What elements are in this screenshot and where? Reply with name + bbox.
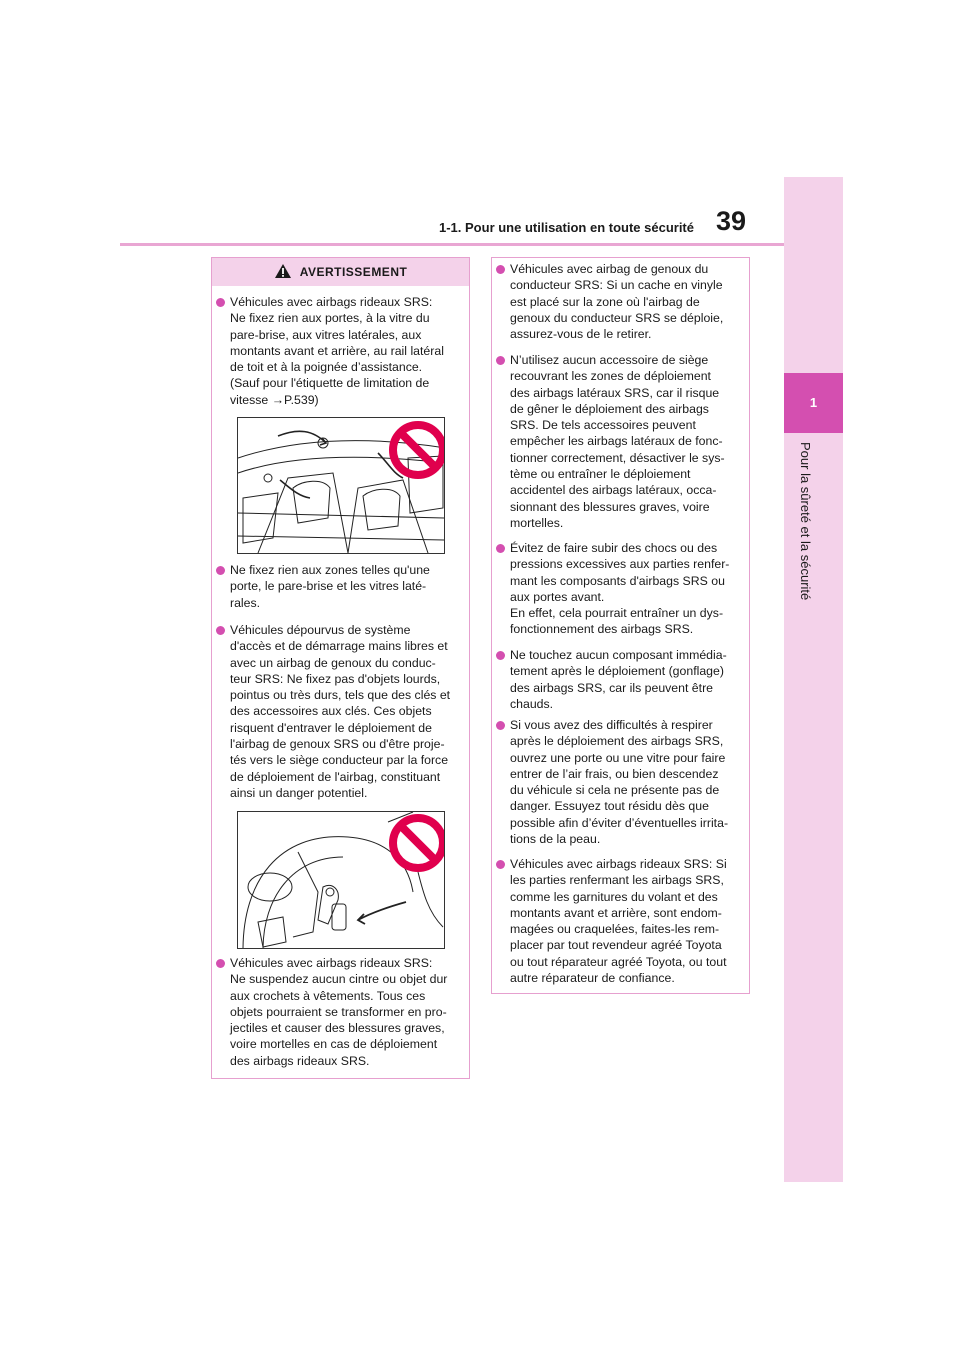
bullet-icon — [216, 566, 225, 575]
bullet-icon — [496, 356, 505, 365]
list-item: N’utilisez aucun accessoire de siège recouvrant les zones de déploiement des airbags latéraux SRS, car il risque de gêner le déploiement des airbags SRS. De tels accessoires peuvent empêcher les airbags latéraux de fonc- tionner correctement, désactiver le sys- tème ou entraîner le déploiement accidentel des airbags latéraux, occa- sionnant des blessures graves, voire mortelles. — [496, 352, 742, 531]
list-item: Véhicules avec airbag de genoux du conducteur SRS: Si un cache en vinyle est placé sur la zone où l'airbag de genoux du conducteur SRS se déploie, assurez-vous de le retirer. — [496, 261, 742, 342]
warning-triangle-icon — [274, 263, 292, 282]
list-item: Véhicules dépourvus de système d'accès et de démarrage mains libres et avec un airbag de genoux du conduc- teur SRS: Ne fixez pas d'objets lourds, pointus ou très durs, tels que des clés et des accessoires aux clés. Ces objets risquent d'entraver le déploiement de l'airbag de genoux SRS ou d'être proje- tés vers le siège conducteur par la force de déploiement de l'airbag, constituant ainsi un danger potentiel. — [216, 622, 462, 801]
side-tab-label: Pour la sûreté et la sécurité — [798, 442, 813, 601]
warning-title: AVERTISSEMENT — [299, 265, 408, 279]
warning-box-left — [211, 257, 470, 1079]
bullet-icon — [496, 721, 505, 730]
bullet-icon — [496, 860, 505, 869]
list-item: Véhicules avec airbags rideaux SRS: Ne suspendez aucun cintre ou objet dur aux crochets à vêtements. Tous ces objets pourraient se transformer en pro- jectiles et causer des blessures graves, voire mortelles en cas de déploiement des airbags rideaux SRS. — [216, 955, 462, 1069]
side-tab — [784, 177, 843, 1182]
prohibition-icon — [393, 818, 443, 868]
bullet-icon — [496, 651, 505, 660]
warning-box-right — [491, 257, 750, 994]
prohibition-icon — [393, 425, 443, 475]
bullet-icon — [496, 544, 505, 553]
warning-header — [212, 258, 469, 286]
side-tab-number[interactable]: 1 — [784, 373, 843, 433]
steering-wheel-keys-illustration — [237, 811, 445, 949]
list-item: Si vous avez des difficultés à respirer après le déploiement des airbags SRS, ouvrez une porte ou une vitre pour faire entrer de l’air frais, ou bien descendez du véhicule si cela ne présente pas de danger. Essuyez tout résidu dès que possible afin d’éviter d’éventuelles irrita- tions de la peau. — [496, 717, 742, 847]
list-item: Ne fixez rien aux zones telles qu'une porte, le pare-brise et les vitres laté- rales. — [216, 562, 462, 611]
bullet-icon — [216, 959, 225, 968]
section-title: 1-1. Pour une utilisation en toute sécurité — [439, 220, 694, 235]
list-item: Véhicules avec airbags rideaux SRS: Si les parties renfermant les airbags SRS, comme les garnitures du volant et des montants avant et arrière, sont endom- magées ou craquelées, faites-les rem- placer par tout revendeur agréé Toyota ou tout réparateur agréé Toyota, ou tout autre réparateur de confiance. — [496, 856, 742, 986]
bullet-icon — [216, 298, 225, 307]
list-item: Véhicules avec airbags rideaux SRS: Ne fixez rien aux portes, à la vitre du pare-brise, aux vitres latérales, aux montants avant et arrière, au rail latéral de toit et à la poignée d’assistance. (Sauf pour l'étiquette de limitation de vitesse →P.539) — [216, 294, 462, 408]
bullet-icon — [496, 265, 505, 274]
bullet-icon — [216, 626, 225, 635]
page-number: 39 — [716, 206, 747, 236]
list-item: Ne touchez aucun composant immédia- tement après le déploiement (gonflage) des airbags SRS, car ils peuvent être chauds. — [496, 647, 742, 712]
header-rule — [120, 243, 784, 246]
list-item: Évitez de faire subir des chocs ou des pressions excessives aux parties renfer- mant les composants d'airbags SRS ou aux portes avant. En effet, cela pourrait entraîner un dys- fonctionnement des airbags SRS. — [496, 540, 742, 638]
car-interior-illustration — [237, 417, 445, 554]
